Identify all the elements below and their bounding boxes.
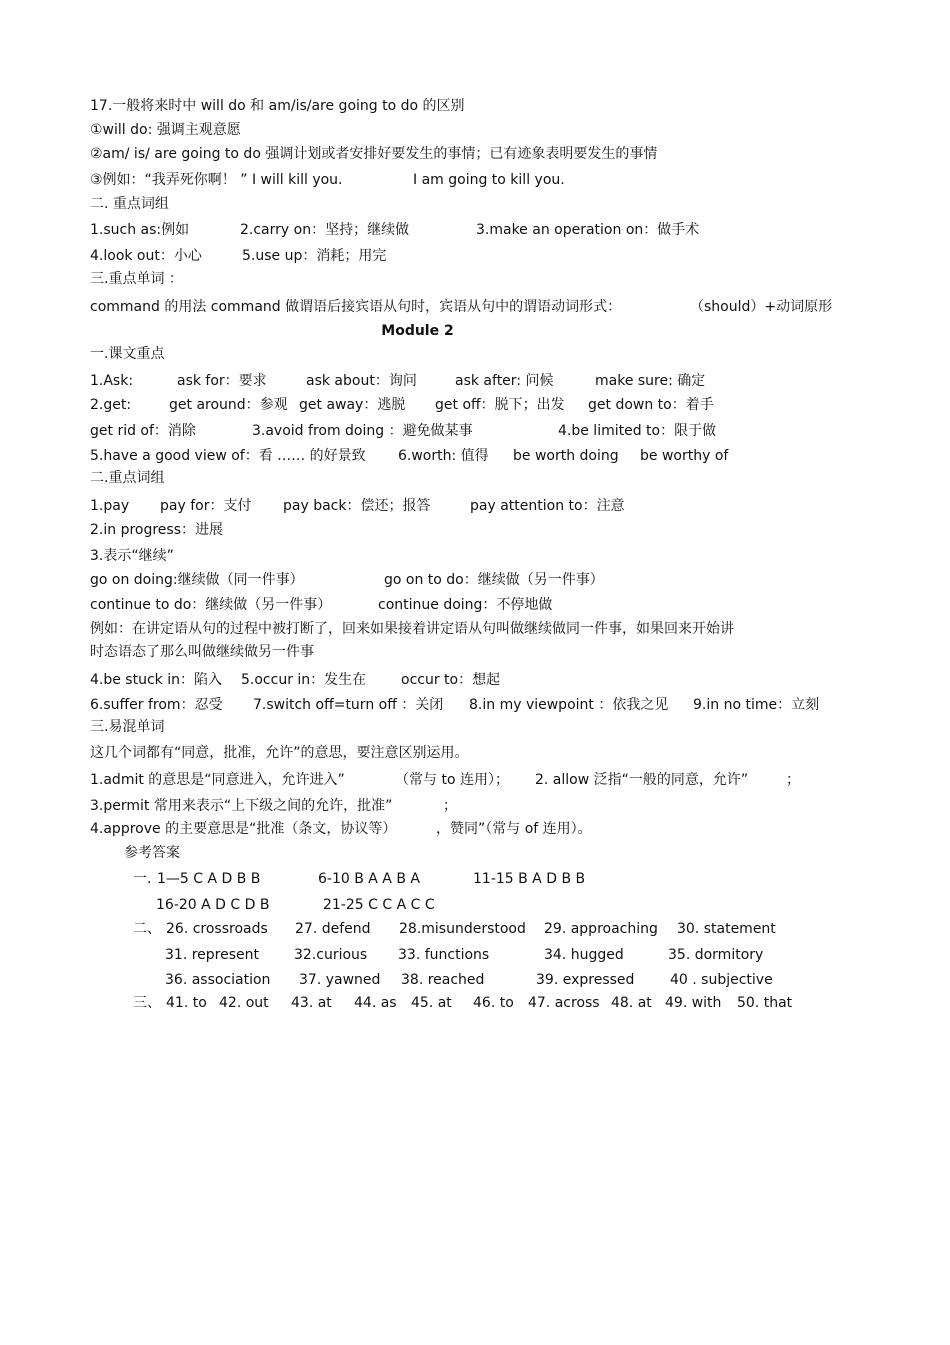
answer-group: 6-10 B A A B A xyxy=(318,871,420,887)
example-will: ③例如：“我弄死你啊！ ” I will kill you. xyxy=(90,172,343,188)
answer-group: 16-20 A D C D B xyxy=(156,897,270,913)
example-going-to: I am going to kill you. xyxy=(413,172,565,188)
answers-heading: 参考答案 xyxy=(124,845,180,861)
vocab-item: ask for：要求 xyxy=(177,373,267,389)
vocab-item: 5.occur in：发生在 xyxy=(241,672,367,688)
answer-item: 47. across xyxy=(528,995,600,1011)
section-heading-phrases-2: 二.重点词组 xyxy=(90,470,165,486)
answer-item: 46. to xyxy=(473,995,514,1011)
vocab-item: get around：参观 xyxy=(169,397,288,413)
answer-item: 45. at xyxy=(411,995,452,1011)
answer-item: 40 . subjective xyxy=(670,972,773,988)
vocab-item: 8.in my viewpoint ：依我之见 xyxy=(469,697,669,713)
phrase-item: 4.look out：小心 xyxy=(90,248,202,264)
vocab-item: 1.pay xyxy=(90,498,130,514)
vocab-item: 9.in no time：立刻 xyxy=(693,697,820,713)
answer-item: 33. functions xyxy=(398,947,490,963)
answer-item: 27. defend xyxy=(295,921,371,937)
answer-item: 36. association xyxy=(165,972,271,988)
vocab-item: continue doing：不停地做 xyxy=(378,597,553,613)
vocab-item: 3.avoid from doing ：避免做某事 xyxy=(252,423,473,439)
vocab-item: continue to do：继续做（另一件事） xyxy=(90,597,332,613)
confusable-text: ； xyxy=(443,798,457,814)
section-heading-confusables: 三.易混单词 xyxy=(90,719,165,735)
answer-item: 30. statement xyxy=(677,921,776,937)
phrase-item: 2.carry on：坚持；继续做 xyxy=(240,222,410,238)
answers-section-label: 一. xyxy=(133,871,152,887)
vocab-item: 4.be stuck in：陷入 xyxy=(90,672,222,688)
vocab-item: 1.Ask: xyxy=(90,373,134,389)
answers-section-label: 三、 xyxy=(133,995,161,1011)
confusables-intro: 这几个词都有“同意，批准，允许”的意思，要注意区别运用。 xyxy=(90,745,469,761)
answer-item: 49. with xyxy=(665,995,722,1011)
vocab-item: 6.suffer from：忍受 xyxy=(90,697,223,713)
answer-item: 31. represent xyxy=(165,947,259,963)
confusable-text: 1.admit 的意思是“同意进入，允许进入” xyxy=(90,772,345,788)
phrase-item: 3.make an operation on：做手术 xyxy=(476,222,700,238)
grammar-point-1: ①will do: 强调主观意愿 xyxy=(90,122,241,138)
example-line: 时态语态了那么叫做继续做另一件事 xyxy=(90,644,314,660)
grammar-title: 17.一般将来时中 will do 和 am/is/are going to do 的区别 xyxy=(90,98,465,114)
vocab-item: get down to：着手 xyxy=(588,397,714,413)
vocab-line: 3.表示“继续” xyxy=(90,548,174,564)
section-heading-text: 一.课文重点 xyxy=(90,346,165,362)
vocab-item: get rid of：消除 xyxy=(90,423,196,439)
confusable-text: 4.approve 的主要意思是“批准（条文，协议等） xyxy=(90,821,397,837)
command-text: command 的用法 command 做谓语后接宾语从句时，宾语从句中的谓语动词形式： xyxy=(90,299,622,315)
vocab-item: get off：脱下；出发 xyxy=(435,397,565,413)
example-line: 例如：在讲定语从句的过程中被打断了，回来如果接着讲定语从句叫做继续做同一件事，如果回来开始讲 xyxy=(90,621,734,637)
vocab-item: go on to do：继续做（另一件事） xyxy=(384,572,604,588)
answer-item: 29. approaching xyxy=(544,921,658,937)
vocab-item: 6.worth: 值得 xyxy=(398,448,489,464)
confusable-text: （常与 to 连用）； xyxy=(395,772,509,788)
answer-item: 28.misunderstood xyxy=(399,921,526,937)
vocab-item: 2.get: xyxy=(90,397,132,413)
answer-item: 32.curious xyxy=(294,947,368,963)
vocab-item: make sure: 确定 xyxy=(595,373,706,389)
vocab-item: be worthy of xyxy=(640,448,729,464)
vocab-item: 7.switch off=turn off ：关闭 xyxy=(253,697,444,713)
confusable-text: ，赞同”（常与 of 连用）。 xyxy=(436,821,592,837)
answer-item: 38. reached xyxy=(401,972,485,988)
phrase-item: 5.use up：消耗；用完 xyxy=(242,248,387,264)
answer-item: 41. to xyxy=(166,995,207,1011)
vocab-item: 4.be limited to：限于做 xyxy=(558,423,717,439)
answer-item: 44. as xyxy=(354,995,397,1011)
answer-group: 21-25 C C A C C xyxy=(323,897,435,913)
answer-item: 50. that xyxy=(737,995,793,1011)
answers-row xyxy=(133,994,793,1210)
module-title: Module 2 xyxy=(381,323,454,339)
answer-item: 34. hugged xyxy=(544,947,624,963)
answer-group: 11-15 B A D B B xyxy=(473,871,586,887)
vocab-item: be worth doing xyxy=(513,448,619,464)
vocab-item: ask about：询问 xyxy=(306,373,417,389)
confusable-text: 3.permit 常用来表示“上下级之间的允许，批准” xyxy=(90,798,393,814)
answer-item: 48. at xyxy=(611,995,652,1011)
command-form: （should）+动词原形 xyxy=(690,299,833,315)
section-heading-phrases: 二. 重点词组 xyxy=(90,196,169,212)
vocab-item: pay back：偿还；报答 xyxy=(283,498,431,514)
answer-item: 42. out xyxy=(219,995,269,1011)
confusable-text: ； xyxy=(786,772,800,788)
grammar-point-2: ②am/ is/ are going to do 强调计划或者安排好要发生的事情；已有迹象表明要发生的事情 xyxy=(90,146,658,162)
answer-item: 35. dormitory xyxy=(668,947,764,963)
vocab-item: 5.have a good view of：看 …… 的好景致 xyxy=(90,448,366,464)
confusable-text: 2. allow 泛指“一般的同意，允许” xyxy=(535,772,749,788)
answer-item: 26. crossroads xyxy=(166,921,268,937)
section-heading-words: 三.重点单词 ： xyxy=(90,271,183,287)
answer-item: 39. expressed xyxy=(536,972,635,988)
vocab-line: 2.in progress：进展 xyxy=(90,522,224,538)
vocab-item: get away：逃脱 xyxy=(299,397,406,413)
vocab-item: pay for：支付 xyxy=(160,498,252,514)
answer-group: 1—5 C A D B B xyxy=(157,871,261,887)
vocab-item: ask after: 问候 xyxy=(455,373,554,389)
answers-section-label: 二、 xyxy=(133,921,161,937)
phrase-item: 1.such as:例如 xyxy=(90,222,190,238)
answer-item: 43. at xyxy=(291,995,332,1011)
answer-item: 37. yawned xyxy=(299,972,381,988)
vocab-item: pay attention to：注意 xyxy=(470,498,625,514)
vocab-item: occur to：想起 xyxy=(401,672,501,688)
vocab-item: go on doing:继续做（同一件事） xyxy=(90,572,304,588)
